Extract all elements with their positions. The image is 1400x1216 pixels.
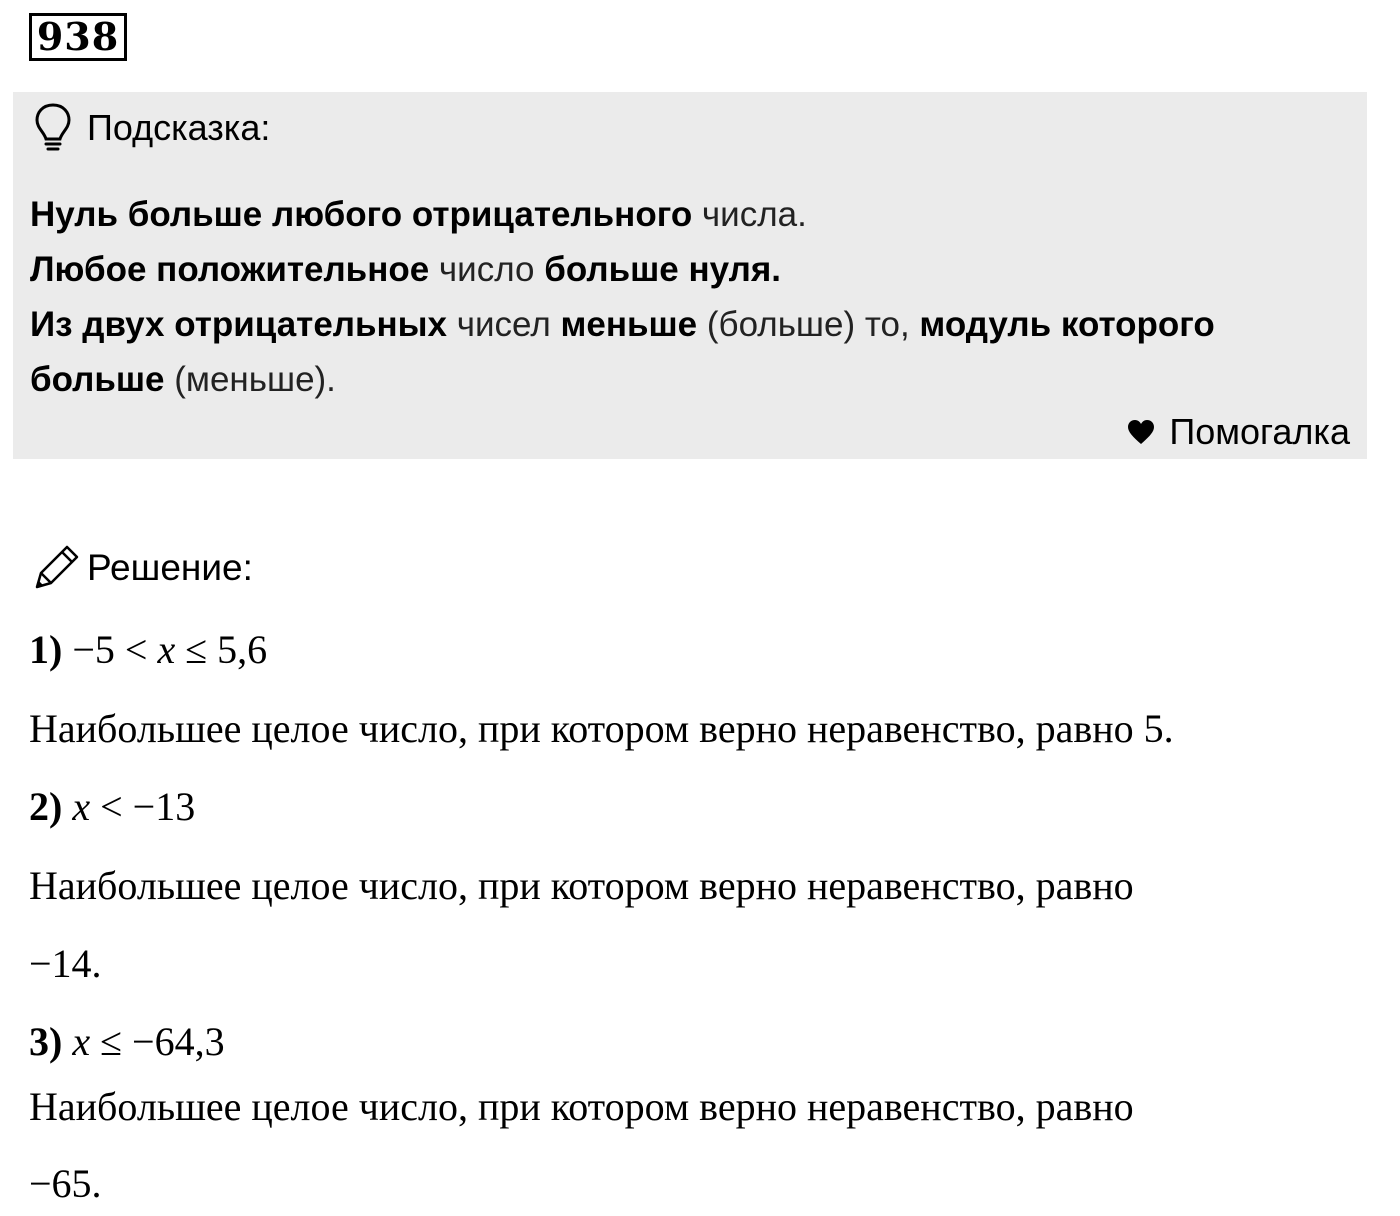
hint-line-3 xyxy=(30,297,1350,352)
hint-line-2-bold-2: больше нуля. xyxy=(544,250,781,289)
hint-line-2-normal-1: число xyxy=(429,250,545,289)
solution-item-3-expr-pre xyxy=(62,1019,72,1064)
pencil-icon xyxy=(31,543,81,593)
solution-item-2-label: 2) xyxy=(29,784,63,829)
solution-title: Решение: xyxy=(87,547,253,588)
solution-item-2-answer: Наибольшее целое число, при котором верно неравенство, равно xyxy=(29,863,1134,908)
lightbulb-icon xyxy=(33,102,73,154)
solution-item-1-var: x xyxy=(157,627,176,672)
hint-line-3-normal-2: (больше) то, xyxy=(697,305,920,344)
solution-item-2-expr-post: < −13 xyxy=(90,784,196,829)
hint-line-3-normal-1: чисел xyxy=(447,305,561,344)
solution-item-1-expression xyxy=(29,626,267,673)
problem-number: 938 xyxy=(29,13,127,61)
hint-line-3-bold-2: меньше xyxy=(560,305,698,344)
hint-line-1 xyxy=(30,187,1350,242)
hint-line-3-bold-1: Из двух отрицательных xyxy=(30,305,448,344)
solution-header xyxy=(31,540,253,596)
hint-line-3-bold-3: модуль которого xyxy=(919,305,1215,344)
hint-line-2 xyxy=(30,242,1350,297)
solution-item-3-var: x xyxy=(72,1019,91,1064)
solution-item-1-expr-pre: −5 < xyxy=(62,627,158,672)
solution-item-2-expr-pre xyxy=(62,784,72,829)
solution-item-3-answer: Наибольшее целое число, при котором верно неравенство, равно xyxy=(29,1084,1134,1129)
solution-item-3-answer-value: −65. xyxy=(29,1161,102,1206)
hint-line-4 xyxy=(30,352,1350,407)
solution-item-1-answer: Наибольшее целое число, при котором верно неравенство, равно 5. xyxy=(29,706,1174,751)
credit xyxy=(1127,411,1350,453)
hint-box xyxy=(13,92,1367,459)
hint-line-2-bold-1: Любое положительное xyxy=(30,250,430,289)
hint-title: Подсказка: xyxy=(87,107,271,148)
hint-line-4-bold-1: больше xyxy=(30,360,165,399)
solution-item-2-answer-value: −14. xyxy=(29,941,102,986)
hint-header xyxy=(33,100,270,156)
hint-line-4-normal-1: (меньше). xyxy=(164,360,336,399)
hint-line-1-bold-1: Нуль больше любого отрицательного xyxy=(30,195,693,234)
solution-item-3-expression xyxy=(29,1018,225,1065)
hint-text xyxy=(30,187,1350,407)
solution-item-1-expr-post: ≤ 5,6 xyxy=(175,627,268,672)
solution-item-1-label: 1) xyxy=(29,627,63,672)
solution-item-3-label: 3) xyxy=(29,1019,63,1064)
credit-label: Помогалка xyxy=(1169,411,1350,452)
solution-item-2-expression xyxy=(29,783,195,830)
hint-line-1-normal-1: числа. xyxy=(692,195,807,234)
heart-icon xyxy=(1127,419,1155,445)
solution-item-3-expr-post: ≤ −64,3 xyxy=(90,1019,225,1064)
solution-item-2-var: x xyxy=(72,784,91,829)
